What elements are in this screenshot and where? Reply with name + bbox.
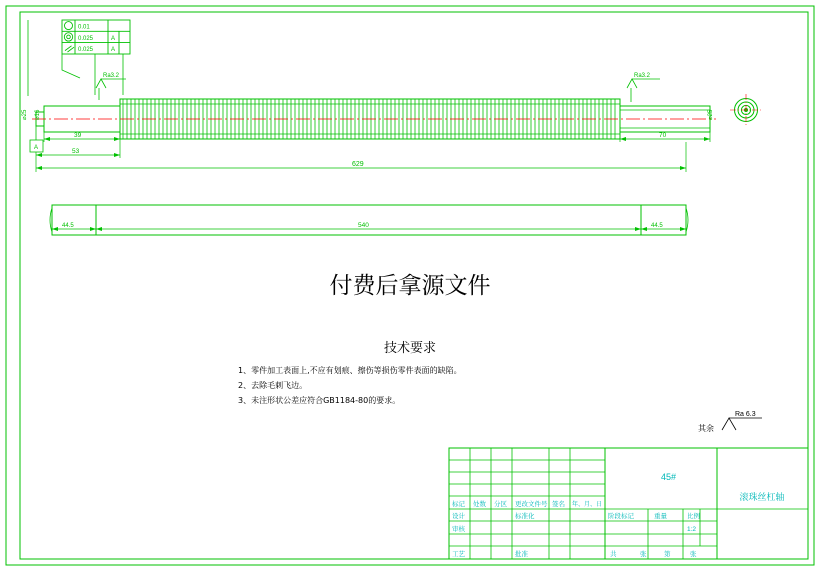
tb-left-header-5: 年、月、日 <box>572 501 603 508</box>
tb-footer-2: 第 <box>664 550 671 558</box>
general-finish-label: 其余 <box>698 424 714 433</box>
tb-scale-value: 1:2 <box>687 526 697 533</box>
dia-left-inner-label: ⌀16 <box>35 109 41 120</box>
dimension-629 <box>36 142 686 172</box>
tb-footer-1: 张 <box>640 550 647 558</box>
dimension-44-5-left <box>52 223 96 235</box>
dimension-44-5-right <box>641 223 686 231</box>
tb-left-r0c3: 标准化 <box>515 512 535 520</box>
tb-left-header-3: 更改文件号 <box>515 500 548 508</box>
dimension-39-label: 39 <box>74 132 82 139</box>
notes-item-2: 3、未注形状公差应符合GB1184-80的要求。 <box>238 396 401 405</box>
title-block <box>449 448 808 559</box>
tb-left-r1c0: 审核 <box>452 525 465 533</box>
gdt-datum-2: A <box>111 47 116 54</box>
dia-left-outer-label: ⌀25 <box>22 109 28 120</box>
tb-left-header-4: 签名 <box>552 500 565 508</box>
general-surface-finish <box>698 411 762 433</box>
surface-finish-left-label: Ra3.2 <box>103 73 120 79</box>
notes-item-0: 1、零件加工表面上,不应有划痕、擦伤等损伤零件表面的缺陷。 <box>238 366 462 375</box>
dimension-53-label: 53 <box>72 148 80 155</box>
dimension-540-label: 540 <box>358 222 369 229</box>
tb-left-header-2: 分区 <box>494 500 507 508</box>
title-block-part-name-cell <box>717 491 808 509</box>
tb-right-header-1: 重量 <box>654 512 667 520</box>
notes-heading: 技术要求 <box>383 341 437 356</box>
watermark-text: 付费后拿源文件 <box>329 273 491 299</box>
dimension-70 <box>620 132 710 142</box>
tb-left-r2c0: 工艺 <box>452 550 465 558</box>
gdt-value-1: 0.025 <box>78 35 94 42</box>
dimension-44-5-right-label: 44.5 <box>651 223 663 229</box>
tb-left-r0c0: 设计 <box>452 512 465 520</box>
dimension-53 <box>36 142 120 158</box>
material-value: 45# <box>661 472 677 482</box>
datum-a-flag <box>30 126 43 152</box>
notes-item-1: 2、去除毛刺飞边。 <box>238 381 308 390</box>
part-name-value: 滚珠丝杠轴 <box>739 493 785 503</box>
tb-left-header-0: 标记 <box>452 500 465 508</box>
dimension-540 <box>96 222 641 231</box>
diameter-callouts <box>22 109 714 120</box>
shaft-main-view <box>32 99 716 139</box>
gdt-feature-control-table <box>28 20 130 96</box>
dimension-39 <box>44 131 120 142</box>
surface-finish-left <box>96 73 126 100</box>
dia-right-label: ⌀25 <box>708 109 714 120</box>
dimension-70-label: 70 <box>659 132 667 139</box>
dimension-629-label: 629 <box>352 161 364 168</box>
title-block-material-cell <box>605 472 717 559</box>
tb-left-r2c3: 批准 <box>515 550 528 558</box>
dimension-44-5-left-label: 44.5 <box>62 223 74 229</box>
title-block-left-table <box>449 448 605 559</box>
surface-finish-right-label: Ra3.2 <box>634 73 651 79</box>
general-finish-value: Ra 6.3 <box>735 411 756 418</box>
datum-a-label: A <box>34 145 39 151</box>
gdt-value-2: 0.025 <box>78 47 94 54</box>
end-section-circle-view <box>730 94 762 126</box>
tb-left-header-1: 处数 <box>473 500 486 508</box>
tb-footer-3: 张 <box>690 550 697 558</box>
gdt-value-0: 0.01 <box>78 24 90 31</box>
tb-right-header-0: 阶段标记 <box>608 512 634 520</box>
gdt-datum-1: A <box>111 35 116 42</box>
shaft-lower-view <box>50 205 688 235</box>
tb-right-header-2: 比例 <box>687 512 700 520</box>
surface-finish-right <box>627 73 660 102</box>
tb-footer-0: 共 <box>610 550 617 558</box>
